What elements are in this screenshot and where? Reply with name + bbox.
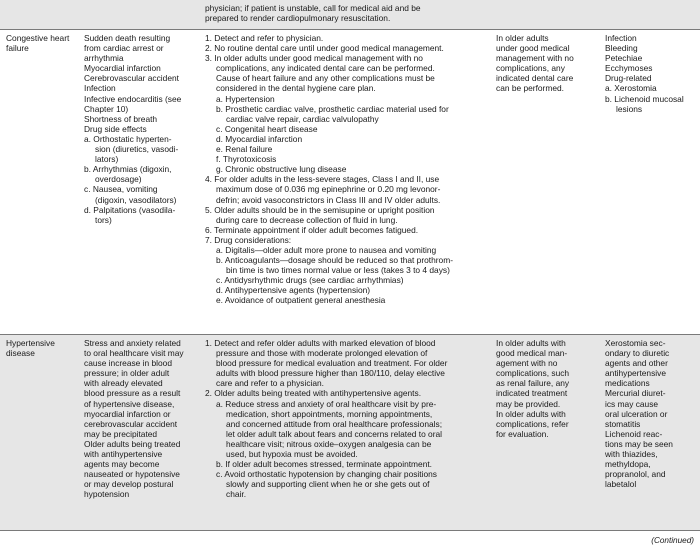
oral-manifestation-line: agents and other [605,358,668,369]
complication-line: hypotension [84,489,130,500]
management-line: blood pressure for medical evaluation and treatment. For older [216,358,448,369]
complication-line: myocardial infarction or [84,408,171,419]
management-line: cardiac valve repair, cardiac valvulopathy [226,113,379,124]
management-line: 5. Older adults should be in the semisupine or upright position [205,204,435,215]
condition-name: Congestive heart failure [6,33,70,54]
management-line: a. Reduce stress and anxiety of oral healthcare visit by pre- [216,398,437,409]
complication-line: agents may become [84,459,160,470]
complication-line: Myocardial infarction [84,63,161,74]
complication-line: b. Arrhythmias (digoxin, [84,164,172,175]
management-line: prepared to render cardiopulmonary resuscitation. [205,13,391,24]
oral-manifestation-line: antihypertensive [605,368,666,379]
management-line: care and refer to a physician. [216,378,325,389]
management-line: d. Antihypertensive agents (hypertension) [216,285,371,296]
complication-line: Sudden death resulting [84,33,171,43]
complication-line: nauseated or hypotensive [84,469,180,480]
oral-manifestation-line: tions may be seen [605,438,673,449]
complication-line: Stress and anxiety related [84,338,181,348]
surgery-line: In older adults [496,33,549,43]
chf-oral-manifestations-cell [605,33,700,114]
complication-line: cerebrovascular accident [84,418,178,429]
surgery-line: under good medical [496,43,570,54]
management-line: and concerned attitude from oral healthcare professionals; [226,418,443,429]
management-line: 3. In older adults under good medical management with no [205,53,423,64]
oral-manifestation-line: oral ulceration or [605,408,668,419]
htn-complications-cell [84,338,198,500]
management-line: physician; if patient is unstable, call for medical aid and be [205,3,421,13]
surgery-line: complications, such [496,368,570,379]
surgery-line: may be provided. [496,398,561,409]
management-line: used, but hypoxia must be avoided. [226,449,358,460]
oral-manifestation-line: a. Xerostomia [605,83,657,94]
surgery-line: In older adults with [496,338,566,348]
complication-line: overdosage) [95,174,142,185]
oral-manifestation-line: Drug-related [605,73,652,84]
complication-line: with already elevated [84,378,163,389]
surgery-line: as renal failure, any [496,378,570,389]
oral-manifestation-line: Bleeding [605,43,638,54]
complication-line: Older adults being treated [84,438,181,449]
surgery-line: agement with no [496,358,558,369]
htn-condition-cell [6,338,76,358]
management-line: defrin; avoid vasoconstrictors in Class III and IV older adults. [216,194,441,205]
surgery-line: good medical man- [496,348,568,359]
surgery-line: indicated dental care [496,73,574,84]
oral-manifestation-line: lesions [616,103,643,114]
complication-line: (digoxin, vasodilators) [95,194,177,205]
management-line: b. If older adult becomes stressed, terminate appointment. [216,459,433,470]
chf-surgery-cell [496,33,594,94]
management-line: 4. For older adults in the less-severe stages, Class I and II, use [205,174,440,185]
management-line: bin time is two times normal value or less (takes 3 to 4 days) [226,265,450,276]
complication-line: with antihypertensive [84,449,163,460]
htn-management-cell [205,338,490,500]
row-divider [0,29,700,30]
management-line: e. Renal failure [216,144,273,155]
management-line: pressure and those with moderate prolonged elevation of [216,348,428,359]
surgery-line: can be performed. [496,83,564,94]
htn-surgery-cell [496,338,594,439]
prev-management-cell [205,3,490,23]
management-line: Cause of heart failure and any other complications must be [216,73,435,84]
management-line: medication, short appointments, morning appointments, [226,408,433,419]
complication-line: Drug side effects [84,123,147,134]
complication-line: arrhythmia [84,53,124,64]
oral-manifestation-line: Mercurial diuret- [605,388,666,399]
management-line: 2. Older adults being treated with antihypertensive agents. [205,388,422,399]
complication-line: Shortness of breath [84,113,158,124]
oral-manifestation-line: methyldopa, [605,459,651,470]
htn-oral-manifestations-cell [605,338,700,489]
oral-manifestation-line: ondary to diuretic [605,348,670,359]
management-line: maximum dose of 0.036 mg epinephrine or 0.20 mg levonor- [216,184,441,195]
oral-manifestation-line: Infection [605,33,637,43]
oral-manifestation-line: propranolol, and [605,469,666,480]
management-line: 6. Terminate appointment if older adult becomes fatigued. [205,224,419,235]
table-bottom-rule [0,530,700,531]
oral-manifestation-line: Lichenoid reac- [605,428,663,439]
management-line: e. Avoidance of outpatient general anesthesia [216,295,386,306]
row-divider [0,334,700,335]
complication-line: Infection [84,83,116,94]
management-line: c. Antidysrhythmic drugs (see cardiac arrhythmias) [216,275,404,286]
continued-label: (Continued) [651,536,694,545]
management-line: adults with blood pressure higher than 180/110, delay elective [216,368,445,379]
chf-condition-cell [6,33,76,53]
management-line: 1. Detect and refer to physician. [205,33,324,43]
management-line: a. Hypertension [216,93,275,104]
oral-manifestation-line: Petechiae [605,53,643,64]
surgery-line: complications, refer [496,418,569,429]
management-line: f. Thyrotoxicosis [216,154,277,165]
complication-line: Infective endocarditis (see [84,93,182,104]
complication-line: sion (diuretics, vasodi- [95,144,179,155]
oral-manifestation-line: labetalol [605,479,637,490]
complication-line: blood pressure as a result [84,388,181,399]
management-line: 2. No routine dental care until under good medical management. [205,43,444,54]
oral-manifestation-line: with thiazides, [605,449,658,460]
oral-manifestation-line: medications [605,378,650,389]
surgery-line: management with no [496,53,574,64]
management-line: let older adult talk about fears and concerns related to oral [226,428,443,439]
surgery-line: In older adults with [496,408,566,419]
management-line: complications, any indicated dental care can be performed. [216,63,435,74]
complication-line: or may develop postural [84,479,174,490]
management-line: b. Prosthetic cardiac valve, prosthetic cardiac material used for [216,103,449,114]
management-line: healthcare visit; nitrous oxide–oxygen analgesia can be [226,438,432,449]
oral-manifestation-line: Ecchymoses [605,63,653,74]
management-line: during care to decrease collection of fluid in lung. [216,214,398,225]
oral-manifestation-line: Xerostomia sec- [605,338,666,348]
oral-manifestation-line: ics may cause [605,398,659,409]
complication-line: tors) [95,214,112,225]
condition-name: Hypertensive disease [6,338,55,359]
complication-line: Chapter 10) [84,103,129,114]
complication-line: Cerebrovascular accident [84,73,179,84]
management-line: d. Myocardial infarction [216,133,303,144]
management-line: 1. Detect and refer older adults with marked elevation of blood [205,338,436,348]
management-line: c. Congenital heart disease [216,123,318,134]
surgery-line: complications, any [496,63,565,74]
complication-line: to oral healthcare visit may [84,348,184,359]
management-line: chair. [226,489,247,500]
management-line: 7. Drug considerations: [205,234,292,245]
management-line: slowly and supporting client when he or she gets out of [226,479,430,490]
complication-line: lators) [95,154,119,165]
complication-line: pressure; in older adult [84,368,170,379]
surgery-line: for evaluation. [496,428,549,439]
complication-line: c. Nausea, vomiting [84,184,158,195]
oral-manifestation-line: b. Lichenoid mucosal [605,93,684,104]
complication-line: d. Palpitations (vasodila- [84,204,176,215]
management-line: b. Anticoagulants—dosage should be reduced so that prothrom- [216,255,453,266]
oral-manifestation-line: stomatitis [605,418,641,429]
surgery-line: indicated treatment [496,388,568,399]
management-line: a. Digitalis—older adult more prone to nausea and vomiting [216,244,437,255]
complication-line: from cardiac arrest or [84,43,164,54]
chf-complications-cell [84,33,198,225]
chf-management-cell [205,33,490,306]
management-line: c. Avoid orthostatic hypotension by changing chair positions [216,469,437,480]
complication-line: a. Orthostatic hyperten- [84,133,172,144]
complication-line: of hypertensive disease, [84,398,175,409]
complication-line: cause increase in blood [84,358,172,369]
management-line: g. Chronic obstructive lung disease [216,164,347,175]
management-line: considered in the dental hygiene care plan. [216,83,376,94]
complication-line: may be precipitated [84,428,158,439]
